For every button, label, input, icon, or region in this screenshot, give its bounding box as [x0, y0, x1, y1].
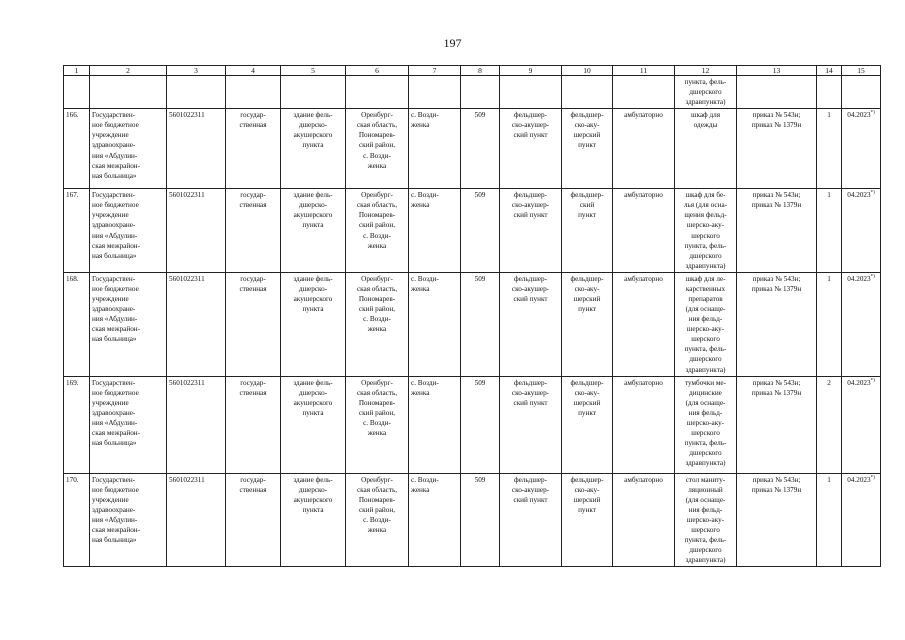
care-type-cell: амбулаторно: [613, 272, 675, 376]
code-cell: 5601022311: [167, 109, 226, 189]
building-cell: здание фель- дшерско- акушерского пункта: [281, 376, 346, 473]
ownership-cell: государ- ственная: [226, 473, 281, 567]
date-text: 04.2023: [847, 274, 871, 283]
date-text: 04.2023: [847, 111, 871, 120]
empty-cell: [281, 76, 346, 109]
address-cell: Оренбург- ская область, Пономарев- ский район, с. Возди- женка: [346, 376, 409, 473]
empty-cell: [90, 76, 167, 109]
equipment-item-cell: стол маниту- ляционный (для оснаще- ния фельд- шерско-аку- шерского пункта, фель- дшерского здравпункта): [675, 473, 737, 567]
quantity-cell: 1: [817, 272, 842, 376]
ownership-cell: государ- ственная: [226, 272, 281, 376]
locality-code-cell: 509: [461, 109, 500, 189]
building-cell: здание фель- дшерско- акушерского пункта: [281, 109, 346, 189]
row-number-cell: 167.: [64, 189, 90, 273]
date-text: 04.2023: [847, 378, 871, 387]
empty-cell: [737, 76, 817, 109]
column-number-12: 12: [675, 66, 737, 76]
table-row: [64, 376, 881, 473]
date-cell: [842, 189, 881, 273]
organization-cell: Государствен- ное бюджетное учреждение здравоохране- ния «Абдулин- ская межрайон- ная больница»: [90, 272, 167, 376]
footnote-mark: *): [870, 110, 875, 116]
care-type-cell: амбулаторно: [613, 473, 675, 567]
footnote-mark: *): [870, 190, 875, 196]
date-text: 04.2023: [847, 191, 871, 200]
table-row: [64, 473, 881, 567]
code-cell: 5601022311: [167, 473, 226, 567]
row-number-cell: 168.: [64, 272, 90, 376]
date-cell: [842, 109, 881, 189]
column-number-13: 13: [737, 66, 817, 76]
locality-code-cell: 509: [461, 376, 500, 473]
column-number-3: 3: [167, 66, 226, 76]
locality-cell: с. Возди- женка: [409, 376, 461, 473]
equipment-item-cell: шкаф для ле- карственных препаратов (для оснаще- ния фельд- шерско-аку- шерского пункта, фель- дшерского здравпункта): [675, 272, 737, 376]
locality-code-cell: 509: [461, 473, 500, 567]
locality-code-cell: 509: [461, 189, 500, 273]
footnote-mark: *): [870, 475, 875, 481]
organization-cell: Государствен- ное бюджетное учреждение здравоохране- ния «Абдулин- ская межрайон- ная больница»: [90, 376, 167, 473]
locality-cell: с. Возди- женка: [409, 109, 461, 189]
table-row: [64, 189, 881, 273]
quantity-cell: 1: [817, 109, 842, 189]
address-cell: Оренбург- ская область, Пономарев- ский район, с. Возди- женка: [346, 272, 409, 376]
unit-type-cell: фельдшер- ско-аку- шерский пункт: [562, 376, 613, 473]
order-cell: приказ № 543н; приказ № 1379н: [737, 376, 817, 473]
empty-cell: [409, 76, 461, 109]
empty-cell: [167, 76, 226, 109]
column-number-14: 14: [817, 66, 842, 76]
continuation-row: [64, 76, 881, 109]
empty-cell: [461, 76, 500, 109]
building-cell: здание фель- дшерско- акушерского пункта: [281, 473, 346, 567]
address-cell: Оренбург- ская область, Пономарев- ский район, с. Возди- женка: [346, 473, 409, 567]
column-number-15: 15: [842, 66, 881, 76]
unit-cell: фельдшер- ско-акушер- ский пункт: [500, 376, 562, 473]
locality-cell: с. Возди- женка: [409, 272, 461, 376]
empty-cell: [226, 76, 281, 109]
locality-code-cell: 509: [461, 272, 500, 376]
row-number-cell: 166.: [64, 109, 90, 189]
order-cell: приказ № 543н; приказ № 1379н: [737, 189, 817, 273]
organization-cell: Государствен- ное бюджетное учреждение здравоохране- ния «Абдулин- ская межрайон- ная больница»: [90, 473, 167, 567]
organization-cell: Государствен- ное бюджетное учреждение здравоохране- ния «Абдулин- ская межрайон- ная больница»: [90, 189, 167, 273]
empty-cell: [817, 76, 842, 109]
address-cell: Оренбург- ская область, Пономарев- ский район, с. Возди- женка: [346, 109, 409, 189]
address-cell: Оренбург- ская область, Пономарев- ский район, с. Возди- женка: [346, 189, 409, 273]
empty-cell: [346, 76, 409, 109]
table-row: [64, 272, 881, 376]
column-number-5: 5: [281, 66, 346, 76]
unit-type-cell: фельдшер- ско-аку- шерский пункт: [562, 109, 613, 189]
quantity-cell: 1: [817, 189, 842, 273]
unit-type-cell: фельдшер- ско-аку- шерский пункт: [562, 473, 613, 567]
organization-cell: Государствен- ное бюджетное учреждение здравоохране- ния «Абдулин- ская межрайон- ная больница»: [90, 109, 167, 189]
code-cell: 5601022311: [167, 272, 226, 376]
equipment-register-table: [63, 65, 881, 567]
unit-cell: фельдшер- ско-акушер- ский пункт: [500, 272, 562, 376]
ownership-cell: государ- ственная: [226, 109, 281, 189]
locality-cell: с. Возди- женка: [409, 189, 461, 273]
care-type-cell: амбулаторно: [613, 376, 675, 473]
table-body: [64, 76, 881, 567]
column-number-11: 11: [613, 66, 675, 76]
care-type-cell: амбулаторно: [613, 189, 675, 273]
quantity-cell: 1: [817, 473, 842, 567]
unit-cell: фельдшер- ско-акушер- ский пункт: [500, 189, 562, 273]
order-cell: приказ № 543н; приказ № 1379н: [737, 473, 817, 567]
date-cell: [842, 272, 881, 376]
unit-cell: фельдшер- ско-акушер- ский пункт: [500, 109, 562, 189]
empty-cell: [562, 76, 613, 109]
date-cell: [842, 376, 881, 473]
building-cell: здание фель- дшерско- акушерского пункта: [281, 189, 346, 273]
quantity-cell: 2: [817, 376, 842, 473]
equipment-item-cell: шкаф для бе- лья (для осна- щения фельд- шерско-аку- шерского пункта, фель- дшерского здравпункта): [675, 189, 737, 273]
footnote-mark: *): [870, 274, 875, 280]
column-number-10: 10: [562, 66, 613, 76]
code-cell: 5601022311: [167, 376, 226, 473]
ownership-cell: государ- ственная: [226, 376, 281, 473]
empty-cell: [500, 76, 562, 109]
table-row: [64, 109, 881, 189]
column-number-1: 1: [64, 66, 90, 76]
empty-cell: [64, 76, 90, 109]
footnote-mark: *): [870, 378, 875, 384]
order-cell: приказ № 543н; приказ № 1379н: [737, 272, 817, 376]
unit-type-cell: фельдшер- ско-аку- шерский пункт: [562, 272, 613, 376]
page-number: 197: [443, 36, 462, 50]
building-cell: здание фель- дшерско- акушерского пункта: [281, 272, 346, 376]
date-text: 04.2023: [847, 475, 871, 484]
care-type-cell: амбулаторно: [613, 109, 675, 189]
order-cell: приказ № 543н; приказ № 1379н: [737, 109, 817, 189]
empty-cell: [613, 76, 675, 109]
column-number-row: [64, 66, 881, 76]
unit-type-cell: фельдшер- ский пункт: [562, 189, 613, 273]
column-number-9: 9: [500, 66, 562, 76]
column-number-8: 8: [461, 66, 500, 76]
unit-cell: фельдшер- ско-акушер- ский пункт: [500, 473, 562, 567]
equipment-item-cell: тумбочки ме- дицинские (для оснаще- ния фельд- шерско-аку- шерского пункта, фель- дшерского здравпункта): [675, 376, 737, 473]
code-cell: 5601022311: [167, 189, 226, 273]
column-number-6: 6: [346, 66, 409, 76]
column-number-4: 4: [226, 66, 281, 76]
continuation-item-cell: пункта, фель- дшерского здравпункта): [675, 76, 737, 109]
locality-cell: с. Возди- женка: [409, 473, 461, 567]
empty-cell: [842, 76, 881, 109]
ownership-cell: государ- ственная: [226, 189, 281, 273]
equipment-item-cell: шкаф для одежды: [675, 109, 737, 189]
column-number-7: 7: [409, 66, 461, 76]
column-number-2: 2: [90, 66, 167, 76]
date-cell: [842, 473, 881, 567]
row-number-cell: 170.: [64, 473, 90, 567]
row-number-cell: 169.: [64, 376, 90, 473]
